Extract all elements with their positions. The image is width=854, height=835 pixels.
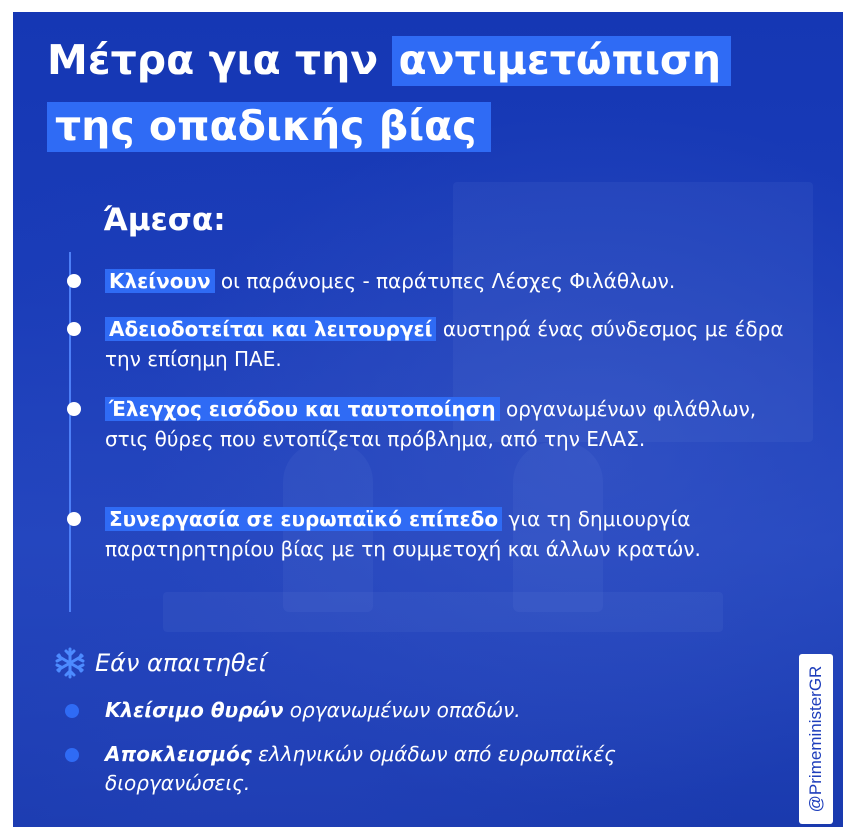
conditional-keyword: Αποκλεισμός (105, 742, 252, 766)
section-heading-immediate: Άμεσα: (103, 202, 226, 238)
conditional-item (105, 740, 755, 798)
title-plain: Μέτρα για την (47, 36, 379, 84)
title-highlight-2: της οπαδικής βίας (47, 102, 491, 152)
measure-item (105, 266, 825, 296)
conditional-text: οργανωμένων οπαδών. (283, 698, 521, 722)
social-handle: @PrimeministerGR (806, 665, 825, 813)
social-handle-box (799, 654, 833, 824)
measure-item (105, 314, 805, 374)
measure-text: οι παράνομες - παράτυπες Λέσχες Φιλάθλων. (214, 269, 676, 293)
bullet-dot (65, 748, 79, 762)
bullet-dot (67, 512, 81, 526)
asterisk-snowflake-icon (53, 646, 87, 680)
measure-text: για τη δημιουργία παρατηρητηρίου βίας με τη συμμετοχή και άλλων κρατών. (105, 507, 701, 561)
measure-keyword: Συνεργασία σε ευρωπαϊκό επίπεδο (105, 507, 502, 531)
measure-text: αυστηρά ένας σύνδεσμος με έδρα την επίσημη ΠΑΕ. (105, 317, 784, 371)
title-line-2 (47, 100, 491, 152)
title-highlight-1: αντιμετώπιση (392, 36, 731, 86)
bullet-dot (67, 274, 81, 288)
bullet-dot (67, 322, 81, 336)
measure-item (105, 504, 815, 564)
bullet-dot (67, 402, 81, 416)
poster (13, 12, 843, 827)
conditional-keyword: Κλείσιμο θυρών (105, 698, 284, 722)
measure-item (105, 394, 795, 454)
section-heading-if-required (53, 646, 267, 680)
conditional-text: ελληνικών ομάδων από ευρωπαϊκές διοργανώσεις. (105, 742, 616, 795)
background-shape (163, 592, 723, 632)
title-line-1 (47, 34, 731, 86)
measure-text: οργανωμένων φιλάθλων, στις θύρες που εντοπίζεται πρόβλημα, από την ΕΛΑΣ. (105, 397, 757, 451)
bullet-dot (65, 704, 79, 718)
measure-keyword: Αδειοδοτείται και λειτουργεί (105, 317, 436, 341)
section-divider-line (69, 252, 71, 612)
conditional-item (105, 696, 785, 725)
section-heading-text: Εάν απαιτηθεί (95, 649, 267, 677)
measure-keyword: Κλείνουν (105, 269, 215, 293)
measure-keyword: Έλεγχος εισόδου και ταυτοποίηση (105, 397, 500, 421)
